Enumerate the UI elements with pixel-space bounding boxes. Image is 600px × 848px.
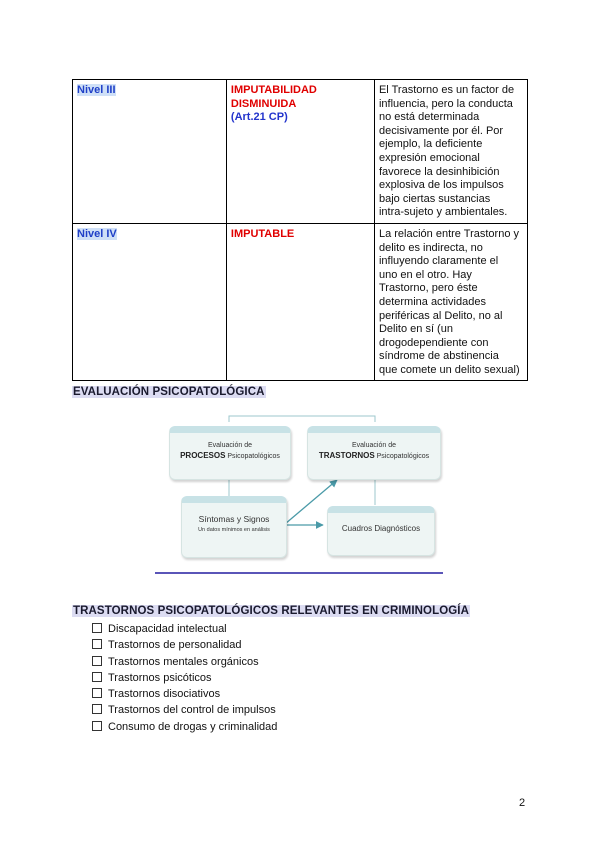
list-item-label: Trastornos del control de impulsos — [108, 704, 276, 717]
disorders-checklist — [92, 621, 277, 735]
description-line: bajo ciertas sustancias — [378, 192, 491, 205]
table-row — [73, 80, 528, 224]
list-item-label: Trastornos disociativos — [108, 688, 221, 701]
level-label: Nivel III — [77, 84, 116, 96]
checkbox-icon — [92, 623, 102, 633]
list-item-label: Consumo de drogas y criminalidad — [108, 720, 278, 733]
list-item — [92, 702, 277, 718]
description-line: influyendo claramente el — [378, 255, 499, 268]
list-item-label: Trastornos de personalidad — [108, 639, 242, 652]
description-line: explosiva de los impulsos — [378, 179, 504, 192]
section-heading-evaluation: EVALUACIÓN PSICOPATOLÓGICA — [73, 386, 265, 398]
description-line: no está determinada — [378, 111, 480, 124]
checkbox-icon — [92, 656, 102, 666]
checkbox-icon — [92, 704, 102, 714]
description-line: expresión emocional — [378, 151, 480, 164]
list-item — [92, 670, 277, 686]
description-line: La relación entre Trastorno y — [378, 227, 519, 240]
description-line: uno en el otro. Hay — [378, 268, 472, 281]
description-line: delito es indirecta, no — [378, 241, 483, 254]
table-row — [73, 223, 528, 381]
checkbox-icon — [92, 688, 102, 698]
status-note: (Art.21 CP) — [230, 111, 288, 124]
description-line: síndrome de abstinencia — [378, 350, 499, 363]
symptoms-line1: Síntomas y Signos — [198, 514, 270, 524]
description-line: decisivamente por él. Por — [378, 124, 504, 137]
description-line: El Trastorno es un factor de — [378, 84, 515, 96]
checkbox-icon — [92, 721, 102, 731]
symptoms-line2: Un datos mínimos en análisis — [198, 527, 270, 533]
checkbox-icon — [92, 672, 102, 682]
processes-rest: Psicopatológicos — [225, 453, 280, 460]
description-line: que comete un delito sexual) — [378, 363, 520, 376]
section-heading-disorders: TRASTORNOS PSICOPATOLÓGICOS RELEVANTES EN CRIMINOLOGÍA — [73, 605, 470, 617]
processes-line1: Evaluación de — [208, 442, 252, 449]
disorders-bold: TRASTORNOS — [318, 451, 375, 460]
list-item — [92, 686, 277, 702]
list-item — [92, 637, 277, 653]
list-item — [92, 654, 277, 670]
diagnostics-box — [327, 506, 435, 556]
description-line: ejemplo, la deficiente — [378, 138, 483, 151]
processes-box — [169, 426, 291, 480]
imputability-table — [72, 79, 528, 381]
status-line: IMPUTABLE — [230, 227, 295, 240]
status-cell — [226, 80, 374, 224]
list-item-label: Trastornos psicóticos — [108, 671, 212, 684]
level-cell — [73, 80, 227, 224]
status-line: IMPUTABILIDAD — [230, 84, 317, 96]
list-item-label: Discapacidad intelectual — [108, 623, 227, 635]
description-line: Delito en sí (un — [378, 323, 453, 336]
description-line: determina actividades — [378, 295, 486, 308]
description-line: intra-sujeto y ambientales. — [378, 206, 508, 219]
status-cell — [226, 223, 374, 381]
description-line: periféricas al Delito, no al — [378, 309, 503, 322]
processes-bold: PROCESOS — [180, 451, 226, 460]
checkbox-icon — [92, 639, 102, 649]
list-item-label: Trastornos mentales orgánicos — [108, 655, 259, 668]
description-line: drogodependiente con — [378, 336, 489, 349]
disorders-line1: Evaluación de — [352, 442, 396, 449]
description-line: Trastorno, pero éste — [378, 282, 478, 295]
level-cell — [73, 223, 227, 381]
list-item — [92, 621, 277, 637]
top-bracket-line — [229, 416, 375, 422]
evaluation-diagram — [155, 412, 445, 577]
disorders-rest: Psicopatológicos — [374, 453, 430, 460]
description-cell — [374, 223, 527, 381]
disorders-box — [307, 426, 441, 480]
list-item — [92, 719, 277, 735]
page-number: 2 — [519, 797, 526, 809]
description-line: favorece la desinhibición — [378, 165, 500, 178]
diagnostics-line1: Cuadros Diagnósticos — [341, 524, 421, 533]
description-cell — [374, 80, 527, 224]
symptoms-box — [181, 496, 287, 558]
description-line: influencia, pero la conducta — [378, 97, 513, 110]
status-line: DISMINUIDA — [230, 97, 297, 110]
level-label: Nivel IV — [77, 227, 117, 240]
